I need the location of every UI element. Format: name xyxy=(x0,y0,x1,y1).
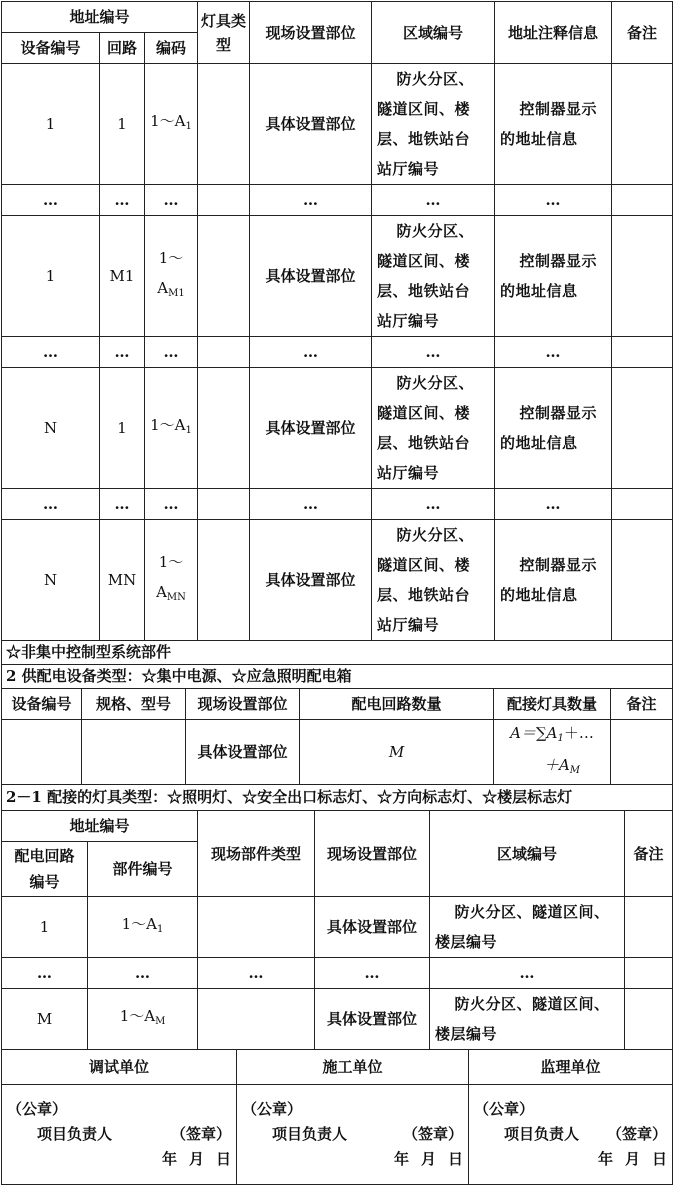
signoff-construction: （公章） 项目负责人 （签章） 年 月 日 xyxy=(237,1085,469,1185)
section-power-supply-heading: 2 供配电设备类型：☆集中电源、☆应急照明配电箱 xyxy=(2,665,673,689)
area-cell: 防火分区、隧道区间、 楼层编号 xyxy=(430,989,625,1050)
area-cell: 防火分区、 隧道区间、楼 层、地铁站台 站厅编号 xyxy=(372,64,495,185)
lamp-type-cell xyxy=(198,368,250,489)
device-no-cell: 1 xyxy=(2,216,100,337)
table-row xyxy=(2,216,673,337)
loop-cell: 1 xyxy=(100,368,145,489)
header-address-no: 地址编号 xyxy=(2,811,198,842)
header-address-no: 地址编号 xyxy=(2,2,198,33)
note-cell: 控制器显示 的地址信息 xyxy=(495,64,612,185)
remark-cell xyxy=(611,720,673,785)
lamp-type-cell xyxy=(198,64,250,185)
section-lamp-type-heading: 2－1 配接的灯具类型：☆照明灯、☆安全出口标志灯、☆方向标志灯、☆楼层标志灯 xyxy=(2,785,673,811)
loop-cell: 1 xyxy=(100,64,145,185)
section-non-central-heading: ☆非集中控制型系统部件 xyxy=(2,641,673,665)
signoff-commissioning: （公章） 项目负责人 （签章） 年 月 日 xyxy=(2,1085,237,1185)
loop-cell: MN xyxy=(100,520,145,641)
seal-label: （公章） xyxy=(474,1100,535,1118)
ellipsis-row: … … … … … xyxy=(2,958,673,989)
header-remark: 备注 xyxy=(611,689,673,720)
signoff-supervision: （公章） 项目负责人 （签章） 年 月 日 xyxy=(469,1085,673,1185)
area-cell: 防火分区、 隧道区间、楼 层、地铁站台 站厅编号 xyxy=(372,368,495,489)
code-cell: $1\sim A_1$ xyxy=(145,64,198,185)
table-row xyxy=(2,989,673,1050)
device-no-cell: 1 xyxy=(2,64,100,185)
lamp-type-cell xyxy=(198,520,250,641)
signoff-table xyxy=(1,1049,673,1185)
location-cell: 具体设置部位 xyxy=(250,520,372,641)
location-cell: 具体设置部位 xyxy=(186,720,300,785)
remark-cell xyxy=(612,64,673,185)
remark-cell xyxy=(612,368,673,489)
part-no-cell: $1\sim A_M$ xyxy=(88,989,198,1050)
header-lamp-type: 灯具类型 xyxy=(198,2,250,64)
header-circuit-count: 配电回路数量 xyxy=(300,689,494,720)
note-cell: 控制器显示 的地址信息 xyxy=(495,216,612,337)
header-circuit-no: 配电回路编号 xyxy=(2,842,88,897)
ellipsis-row: … … … … … … xyxy=(2,489,673,520)
note-cell: 控制器显示 的地址信息 xyxy=(495,368,612,489)
loop-cell: M1 xyxy=(100,216,145,337)
ellipsis-row: … … … … … … xyxy=(2,337,673,368)
spec-cell xyxy=(82,720,186,785)
seal-label: （公章） xyxy=(242,1100,303,1118)
header-loop: 回路 xyxy=(100,33,145,64)
lamp-count-cell: $A=\sum A_1+\dots$ $+A_M$ xyxy=(494,720,611,785)
power-supply-table xyxy=(1,688,673,811)
device-no-cell xyxy=(2,720,82,785)
device-no-cell: N xyxy=(2,368,100,489)
header-spec: 规格、型号 xyxy=(82,689,186,720)
header-install-location: 现场设置部位 xyxy=(250,2,372,64)
header-address-note: 地址注释信息 xyxy=(495,2,612,64)
header-area-no: 区域编号 xyxy=(430,811,625,897)
ellipsis-row: … … … … … … xyxy=(2,185,673,216)
note-cell: 控制器显示 的地址信息 xyxy=(495,520,612,641)
header-remark: 备注 xyxy=(625,811,673,897)
unit-supervision: 监理单位 xyxy=(469,1050,673,1085)
table-row xyxy=(2,720,673,785)
code-cell: 1～ $A_{M1}$ xyxy=(145,216,198,337)
header-part-type: 现场部件类型 xyxy=(198,811,315,897)
lamp-type-cell xyxy=(198,216,250,337)
location-cell: 具体设置部位 xyxy=(250,64,372,185)
part-type-cell xyxy=(198,897,315,958)
circuit-count-cell: M xyxy=(300,720,494,785)
table-row xyxy=(2,897,673,958)
table-row xyxy=(2,64,673,185)
header-install-location: 现场设置部位 xyxy=(315,811,430,897)
device-no-cell: N xyxy=(2,520,100,641)
remark-cell xyxy=(612,216,673,337)
code-cell: $1\sim A_1$ xyxy=(145,368,198,489)
circuit-no-cell: M xyxy=(2,989,88,1050)
remark-cell xyxy=(625,989,673,1050)
location-cell: 具体设置部位 xyxy=(315,989,430,1050)
location-cell: 具体设置部位 xyxy=(315,897,430,958)
circuit-no-cell: 1 xyxy=(2,897,88,958)
location-cell: 具体设置部位 xyxy=(250,216,372,337)
part-type-cell xyxy=(198,989,315,1050)
unit-commissioning: 调试单位 xyxy=(2,1050,237,1085)
header-remark: 备注 xyxy=(612,2,673,64)
part-no-cell: $1\sim A_1$ xyxy=(88,897,198,958)
area-cell: 防火分区、 隧道区间、楼 层、地铁站台 站厅编号 xyxy=(372,216,495,337)
record-form xyxy=(1,1,672,1168)
header-install-location: 现场设置部位 xyxy=(186,689,300,720)
header-code: 编码 xyxy=(145,33,198,64)
address-table xyxy=(1,1,673,689)
header-part-no: 部件编号 xyxy=(88,842,198,897)
table-row xyxy=(2,368,673,489)
table-row xyxy=(2,520,673,641)
header-area-no: 区域编号 xyxy=(372,2,495,64)
location-cell: 具体设置部位 xyxy=(250,368,372,489)
remark-cell xyxy=(612,520,673,641)
remark-cell xyxy=(625,897,673,958)
header-device-no: 设备编号 xyxy=(2,33,100,64)
unit-construction: 施工单位 xyxy=(237,1050,469,1085)
header-device-no: 设备编号 xyxy=(2,689,82,720)
code-cell: 1～ $A_{MN}$ xyxy=(145,520,198,641)
area-cell: 防火分区、隧道区间、 楼层编号 xyxy=(430,897,625,958)
lamp-table xyxy=(1,810,673,1050)
header-lamp-count: 配接灯具数量 xyxy=(494,689,611,720)
seal-label: （公章） xyxy=(7,1100,68,1118)
area-cell: 防火分区、 隧道区间、楼 层、地铁站台 站厅编号 xyxy=(372,520,495,641)
